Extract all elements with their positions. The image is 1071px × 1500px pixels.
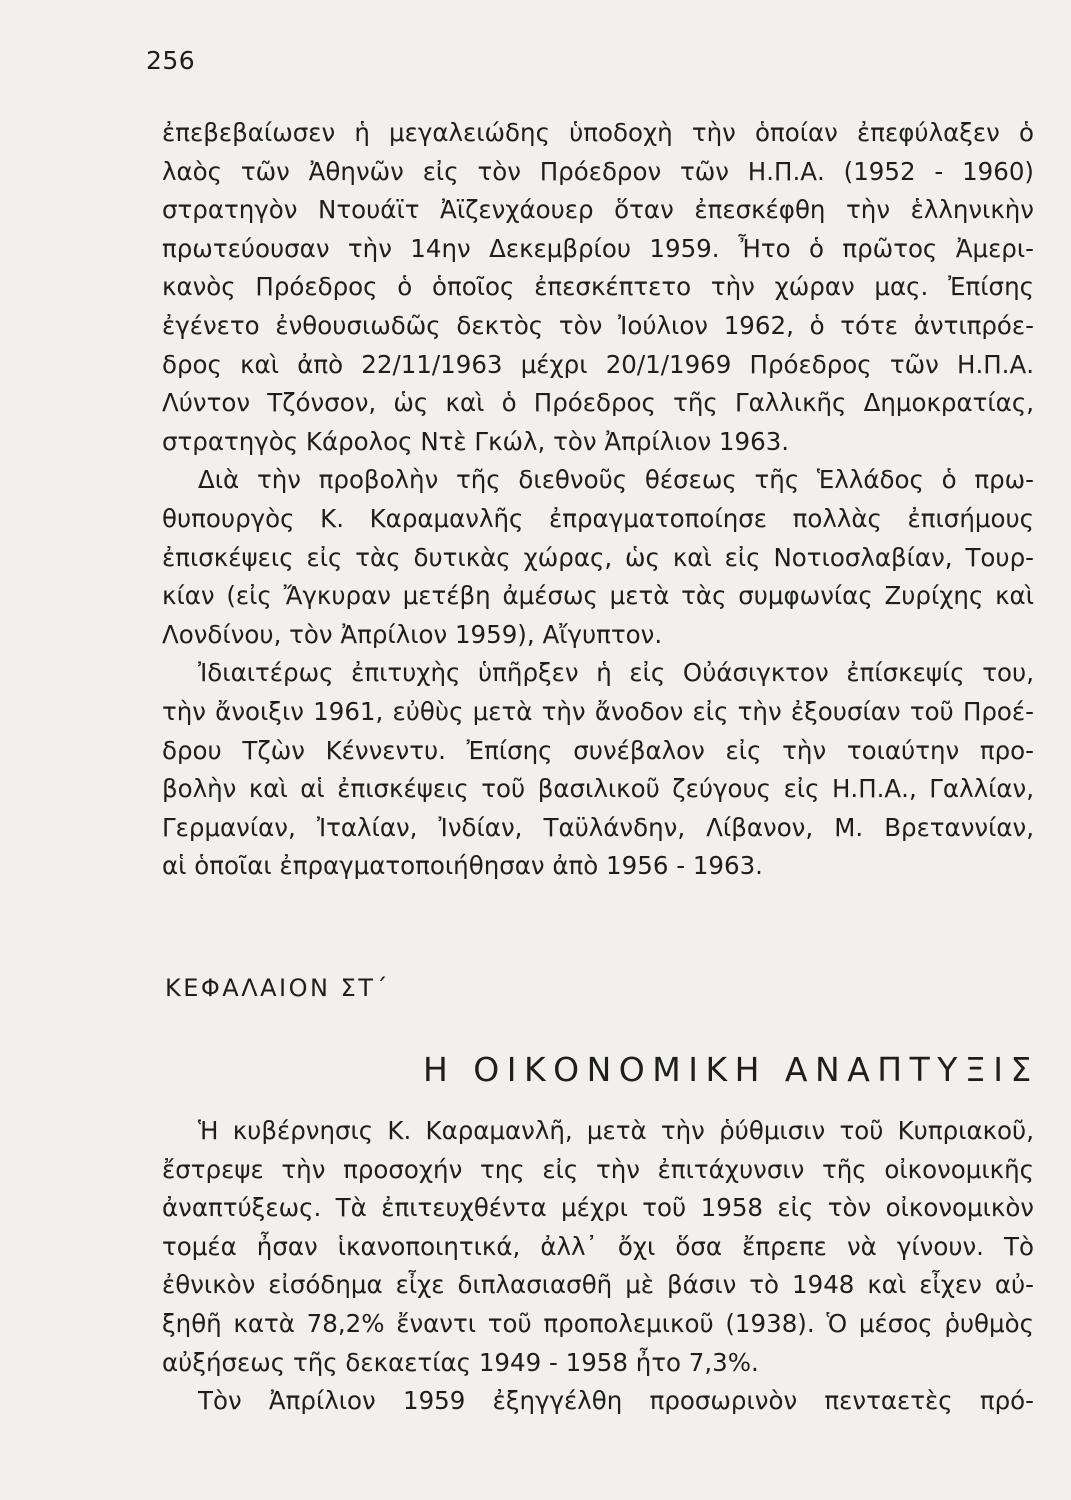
text-line: ξηθῆ κατὰ 78,2% ἔναντι τοῦ προπολεμικοῦ (1938). Ὁ μέσος ῥυθμὸς [162, 1308, 1034, 1338]
text-line: ἐπισκέψεις εἰς τὰς δυτικὰς χώρας, ὡς καὶ εἰς Νοτιοσλαβίαν, Τουρ- [162, 542, 1034, 572]
paragraph [162, 1112, 1034, 1382]
body-text-bottom [162, 1112, 1034, 1421]
text-line: αἱ ὁποῖαι ἐπραγματοποιήθησαν ἀπὸ 1956 - 1963. [162, 851, 763, 881]
paragraph [162, 461, 1034, 654]
text-line: δρου Τζὼν Κέννεντυ. Ἐπίσης συνέβαλον εἰς τὴν τοιαύτην προ- [162, 735, 1034, 765]
text-line: θυπουργὸς Κ. Καραμανλῆς ἐπραγματοποίησε πολλὰς ἐπισήμους [162, 503, 1034, 533]
text-line: κίαν (εἰς Ἄγκυραν μετέβη ἀμέσως μετὰ τὰς συμφωνίας Ζυρίχης καὶ [162, 581, 1034, 611]
text-line: πρωτεύουσαν τὴν 14ην Δεκεμβρίου 1959. Ἦτο ὁ πρῶτος Ἀμερι- [162, 233, 1034, 263]
paragraph [162, 654, 1034, 886]
text-line: αὐξήσεως τῆς δεκαετίας 1949 - 1958 ἦτο 7,3%. [162, 1347, 759, 1377]
text-line: ἐγένετο ἐνθουσιωδῶς δεκτὸς τὸν Ἰούλιον 1962, ὁ τότε ἀντιπρόε- [162, 310, 1034, 340]
text-line: ἐπεβεβαίωσεν ἡ μεγαλειώδης ὑποδοχὴ τὴν ὁποίαν ἐπεφύλαξεν ὁ [162, 118, 1034, 147]
paragraph [162, 114, 1034, 461]
text-line: Γερμανίαν, Ἰταλίαν, Ἰνδίαν, Ταϋλάνδην, Λίβανον, Μ. Βρεταννίαν, [162, 812, 1034, 842]
text-line: δρος καὶ ἀπὸ 22/11/1963 μέχρι 20/1/1969 Πρόεδρος τῶν Η.Π.Α. [162, 349, 1034, 379]
text-line: Λονδίνου, τὸν Ἀπρίλιον 1959), Αἴγυπτον. [162, 619, 663, 649]
text-line: λαὸς τῶν Ἀθηνῶν εἰς τὸν Πρόεδρον τῶν Η.Π.Α. (1952 - 1960) [162, 156, 1034, 186]
paragraph [162, 1382, 1034, 1421]
text-line: Διὰ τὴν προβολὴν τῆς διεθνοῦς θέσεως τῆς Ἑλλάδος ὁ πρω- [198, 465, 1034, 495]
text-line: ἐθνικὸν εἰσόδημα εἶχε διπλασιασθῆ μὲ βάσιν τὸ 1948 καὶ εἶχεν αὐ- [162, 1270, 1034, 1300]
text-line: τομέα ἦσαν ἱκανοποιητικά, ἀλλ᾽ ὄχι ὅσα ἔπρεπε νὰ γίνουν. Τὸ [162, 1231, 1034, 1261]
text-line: βολὴν καὶ αἱ ἐπισκέψεις τοῦ βασιλικοῦ ζεύγους εἰς Η.Π.Α., Γαλλίαν, [162, 774, 1034, 804]
text-line: Ἰδιαιτέρως ἐπιτυχὴς ὑπῆρξεν ἡ εἰς Οὐάσιγκτον ἐπίσκεψίς του, [198, 658, 1034, 688]
text-line: στρατηγὸν Ντουάϊτ Ἀϊζενχάουερ ὅταν ἐπεσκέφθη τὴν ἑλληνικὴν [162, 195, 1034, 225]
chapter-label: ΚΕΦΑΛΑΙΟΝ ΣΤ´ [165, 974, 390, 1002]
chapter-title: Η ΟΙΚΟΝΟΜΙΚΗ ΑΝΑΠΤΥΞΙΣ [423, 1050, 1039, 1089]
text-line: Τὸν Ἀπρίλιον 1959 ἐξηγγέλθη προσωρινὸν πενταετὲς πρό- [198, 1386, 1034, 1416]
text-line: Λύντον Τζόνσον, ὡς καὶ ὁ Πρόεδρος τῆς Γαλλικῆς Δημοκρατίας, [162, 388, 1034, 418]
text-line: ἔστρεψε τὴν προσοχήν της εἰς τὴν ἐπιτάχυνσιν τῆς οἰκονομικῆς [162, 1154, 1034, 1184]
page-number: 256 [146, 46, 196, 75]
text-line: τὴν ἄνοιξιν 1961, εὐθὺς μετὰ τὴν ἄνοδον εἰς τὴν ἐξουσίαν τοῦ Προέ- [162, 696, 1034, 726]
body-text-top [162, 114, 1034, 886]
text-line: στρατηγὸς Κάρολος Ντὲ Γκώλ, τὸν Ἀπρίλιον 1963. [162, 426, 790, 456]
text-line: ἀναπτύξεως. Τὰ ἐπιτευχθέντα μέχρι τοῦ 1958 εἰς τὸν οἰκονομικὸν [162, 1193, 1034, 1223]
text-line: Ἡ κυβέρνησις Κ. Καραμανλῆ, μετὰ τὴν ῥύθμισιν τοῦ Κυπριακοῦ, [198, 1116, 1034, 1145]
text-line: κανὸς Πρόεδρος ὁ ὁποῖος ἐπεσκέπτετο τὴν χώραν μας. Ἐπίσης [162, 272, 1034, 302]
